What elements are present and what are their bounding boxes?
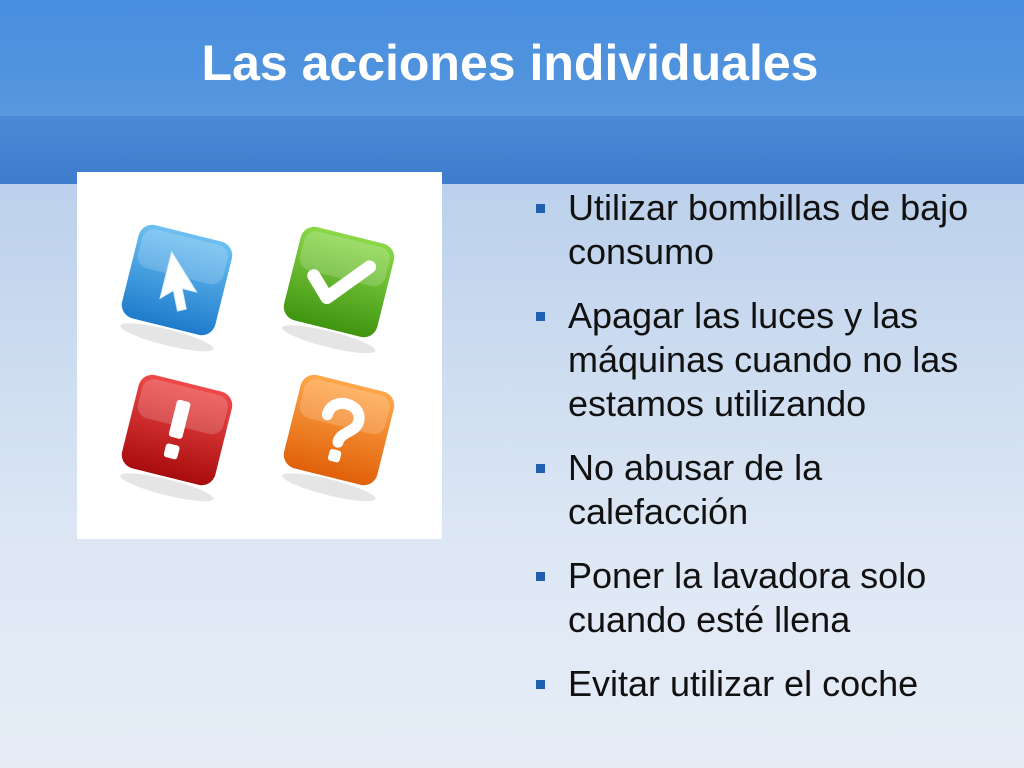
bullet-list [534, 186, 1004, 726]
exclamation-icon [114, 372, 239, 507]
checkmark-icon [276, 224, 401, 359]
bullet-square-icon [536, 680, 545, 689]
list-item [534, 554, 1004, 642]
bullet-text: Evitar utilizar el coche [568, 663, 919, 704]
bullet-square-icon [536, 464, 545, 473]
list-item [534, 294, 1004, 426]
list-item [534, 186, 1004, 274]
bullet-text: Poner la lavadora solo cuando esté llena [568, 555, 927, 640]
list-item [534, 662, 1004, 706]
bullet-square-icon [536, 312, 545, 321]
bullet-text: No abusar de la calefacción [568, 447, 823, 532]
cursor-arrow-icon [114, 222, 239, 357]
bullet-square-icon [536, 204, 545, 213]
bullet-text: Apagar las luces y las máquinas cuando no las estamos utilizando [568, 295, 959, 424]
bullet-square-icon [536, 572, 545, 581]
list-item [534, 446, 1004, 534]
icons-image [77, 172, 442, 539]
bullet-text: Utilizar bombillas de bajo consumo [568, 187, 969, 272]
slide-title: Las acciones individuales [201, 35, 819, 91]
icons-illustration [77, 172, 442, 539]
question-mark-icon [276, 372, 401, 507]
